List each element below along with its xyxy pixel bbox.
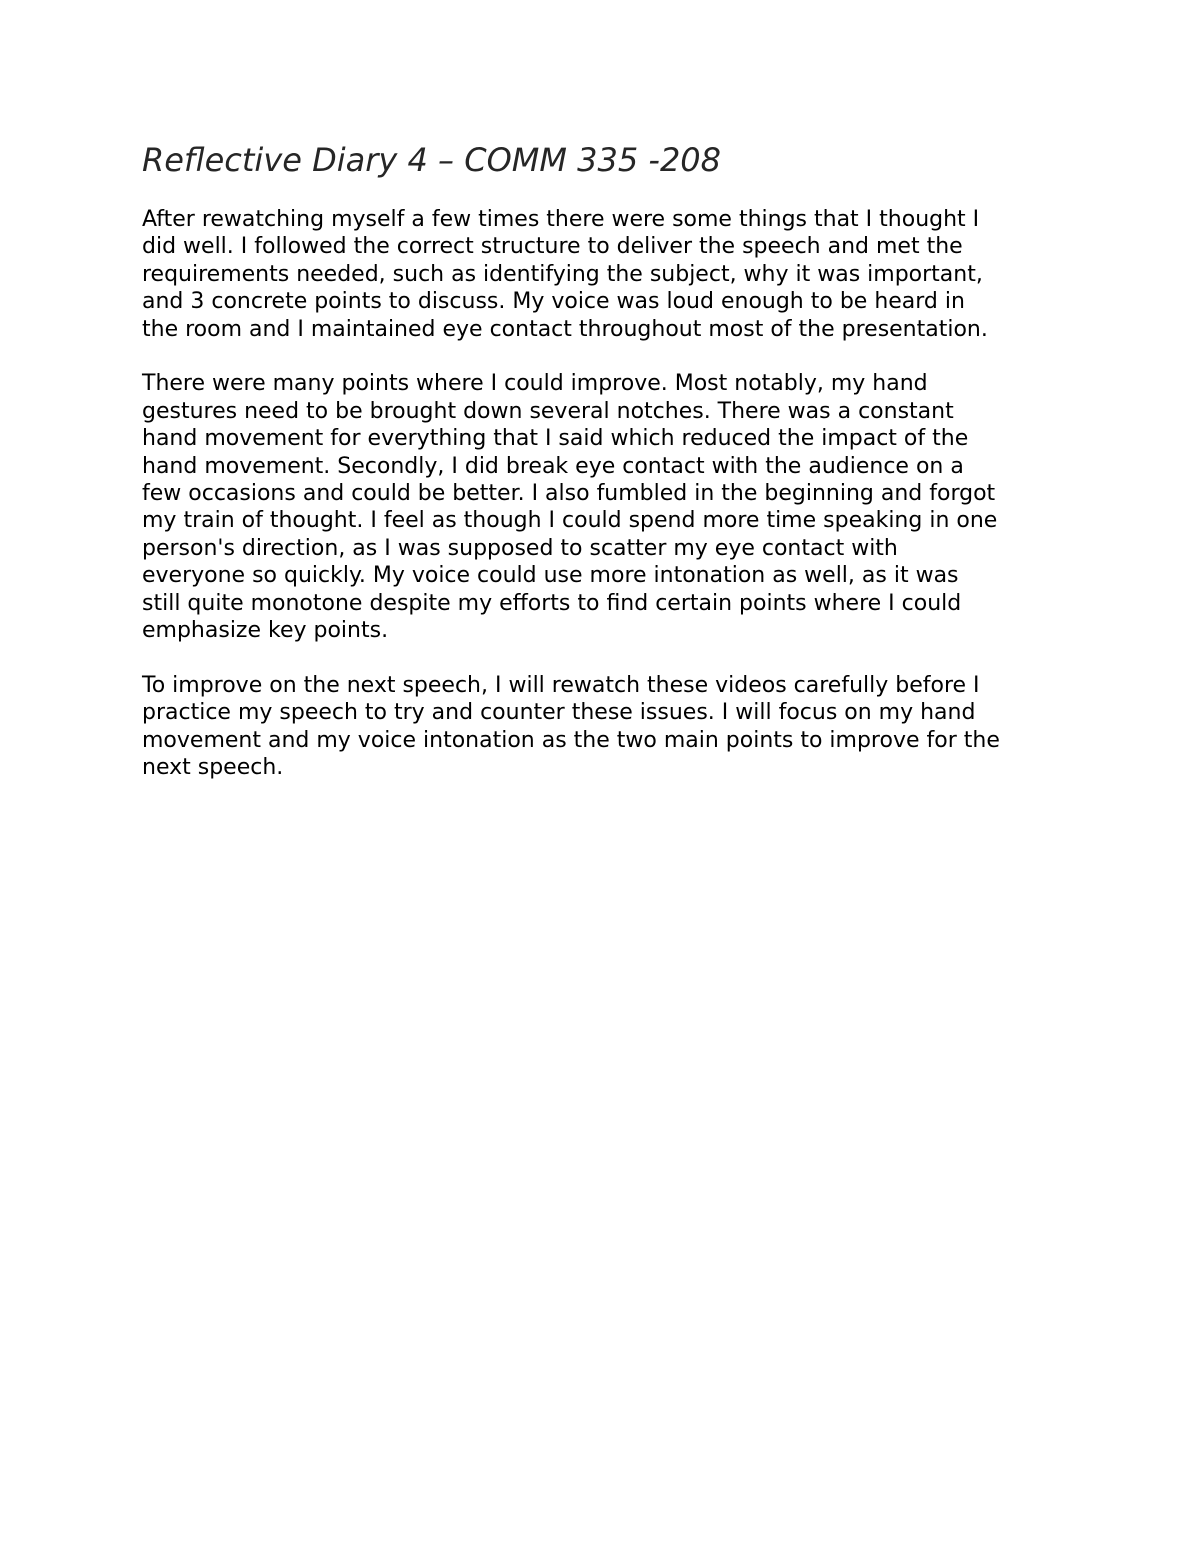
text-line: hand movement. Secondly, I did break eye contact with the audience on a: [142, 453, 964, 479]
document-title: Reflective Diary 4 – COMM 335 -208: [142, 141, 722, 179]
text-line: To improve on the next speech, I will rewatch these videos carefully before I: [142, 672, 980, 698]
text-line: did well. I followed the correct structure to deliver the speech and met the: [142, 234, 963, 260]
text-line: practice my speech to try and counter these issues. I will focus on my hand: [142, 700, 976, 726]
text-line: movement and my voice intonation as the two main points to improve for the: [142, 727, 1000, 753]
text-line: There were many points where I could improve. Most notably, my hand: [142, 371, 928, 397]
text-line: person's direction, as I was supposed to scatter my eye contact with: [142, 535, 898, 561]
text-line: requirements needed, such as identifying the subject, why it was important,: [142, 261, 983, 287]
paragraph-improvements: [142, 370, 1072, 644]
text-line: still quite monotone despite my efforts to find certain points where I could: [142, 590, 962, 616]
text-line: the room and I maintained eye contact throughout most of the presentation.: [142, 316, 988, 342]
text-line: After rewatching myself a few times there were some things that I thought I: [142, 207, 980, 232]
text-line: gestures need to be brought down several notches. There was a constant: [142, 398, 954, 424]
text-line: everyone so quickly. My voice could use more intonation as well, as it was: [142, 563, 959, 589]
text-line: emphasize key points.: [142, 618, 389, 644]
text-line: hand movement for everything that I said which reduced the impact of the: [142, 426, 969, 452]
text-line: next speech.: [142, 755, 284, 781]
document-body: [142, 140, 1072, 809]
text-line: and 3 concrete points to discuss. My voice was loud enough to be heard in: [142, 289, 965, 315]
paragraph-strengths: [142, 206, 1072, 343]
text-line: few occasions and could be better. I also fumbled in the beginning and forgot: [142, 481, 996, 507]
text-line: my train of thought. I feel as though I could spend more time speaking in one: [142, 508, 998, 534]
paragraph-next-steps: [142, 672, 1072, 782]
